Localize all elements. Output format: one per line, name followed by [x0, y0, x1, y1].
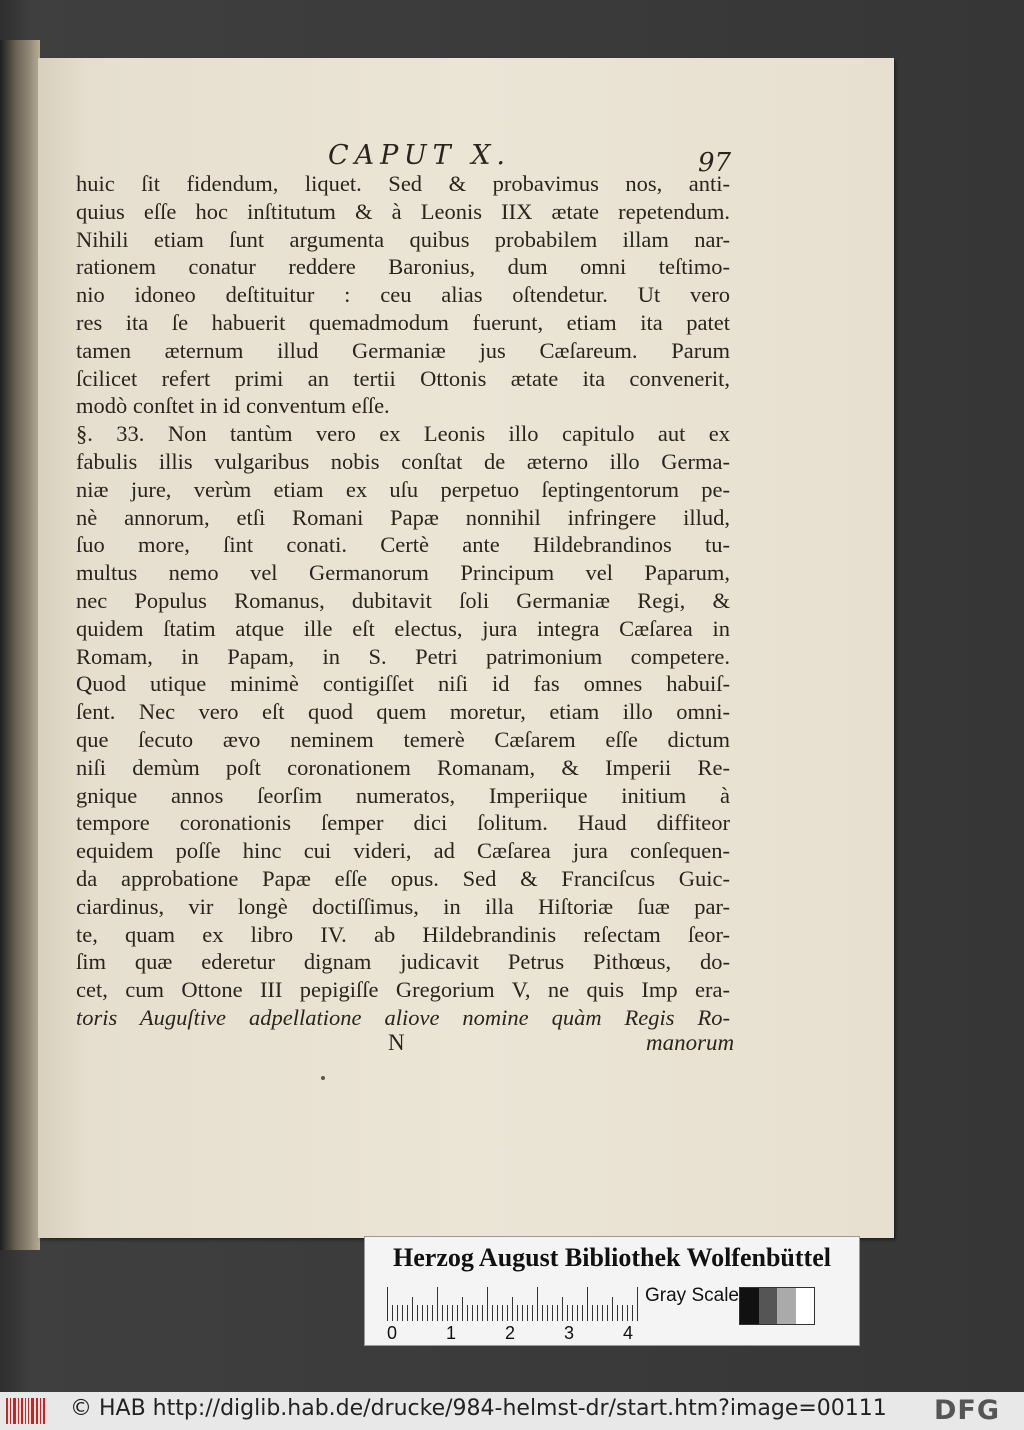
ruler-tick	[527, 1305, 528, 1321]
book-edge	[0, 40, 40, 1250]
ruler-tick	[567, 1305, 568, 1321]
viewer-footer	[0, 1392, 1024, 1430]
ruler-tick	[627, 1305, 628, 1321]
ruler-tick	[587, 1287, 588, 1321]
ruler-tick	[437, 1287, 438, 1321]
logo-stripe	[25, 1398, 26, 1424]
ruler-tick	[517, 1305, 518, 1321]
ruler-tick	[552, 1305, 553, 1321]
text-line: rationem conatur reddere Baronius, dum omni teſtimo-	[76, 254, 730, 280]
ruler-ticks	[387, 1287, 637, 1321]
text-line: niſi demùm poſt coronationem Romanam, & Imperii Re-	[76, 754, 730, 780]
logo-stripe	[18, 1398, 19, 1424]
logo-stripe	[40, 1398, 41, 1424]
ruler-tick	[492, 1305, 493, 1321]
ruler-tick	[392, 1305, 393, 1321]
logo-stripe	[6, 1398, 8, 1424]
copyright-url[interactable]: © HAB http://diglib.hab.de/drucke/984-helmst-dr/start.htm?image=00111	[70, 1396, 887, 1421]
ruler-tick	[547, 1305, 548, 1321]
ruler-tick	[442, 1305, 443, 1321]
page-number: 97	[698, 148, 732, 178]
text-line: toris Auguſtive adpellatione aliove nomine quàm Regis Ro-	[76, 1004, 730, 1030]
ruler-tick	[577, 1305, 578, 1321]
ruler-tick	[637, 1287, 638, 1321]
gray-swatch	[796, 1288, 815, 1324]
text-line: ciardinus, vir longè doctiſſimus, in illa Hiſtoriæ ſuæ par-	[76, 893, 730, 919]
ruler-tick	[402, 1305, 403, 1321]
book-page	[38, 58, 894, 1238]
text-line: modò conſtet in id conventum eſſe.	[76, 393, 390, 419]
catchword: manorum	[646, 1030, 735, 1055]
text-line: ſuo more, ſint conati. Certè ante Hildebrandinos tu-	[76, 532, 730, 558]
text-line: da approbatione Papæ eſſe opus. Sed & Franciſcus Guic-	[76, 865, 730, 891]
ruler-tick	[542, 1305, 543, 1321]
ruler-tick	[537, 1287, 538, 1321]
logo-stripe	[28, 1398, 29, 1424]
running-head: CAPUT X.	[328, 140, 511, 171]
ruler-tick	[397, 1305, 398, 1321]
logo-stripe	[36, 1398, 38, 1424]
ruler-tick	[422, 1305, 423, 1321]
logo-stripe	[43, 1398, 45, 1424]
gray-swatch	[740, 1288, 759, 1324]
text-line: huic ſit fidendum, liquet. Sed & probavimus nos, anti-	[76, 171, 730, 196]
ruler-tick	[467, 1305, 468, 1321]
ruler-label: 2	[505, 1323, 516, 1343]
ruler-tick	[602, 1305, 603, 1321]
ruler-tick	[407, 1305, 408, 1321]
text-line: Romam, in Papam, in S. Petri patrimonium competere.	[76, 643, 730, 669]
text-line: ſcilicet refert primi an tertii Ottonis ætate ita convenerit,	[76, 365, 730, 391]
ruler-tick	[417, 1305, 418, 1321]
text-line: §. 33. Non tantùm vero ex Leonis illo capitulo aut ex	[76, 421, 730, 447]
text-line: quius eſſe hoc inſtitutum & à Leonis IIX ætate repetendum.	[76, 198, 730, 224]
library-name: Herzog August Bibliothek Wolfenbüttel	[393, 1243, 831, 1272]
ruler-label: 1	[446, 1323, 457, 1343]
signature-mark: N	[388, 1030, 405, 1055]
ruler-tick	[462, 1297, 463, 1321]
text-line: te, quam ex libro IV. ab Hildebrandinis reſectam ſeor-	[76, 921, 730, 947]
ruler-tick	[632, 1305, 633, 1321]
text-line: tamen æternum illud Germaniæ jus Cæſareum. Parum	[76, 337, 730, 363]
ruler-tick	[562, 1297, 563, 1321]
gray-scale-swatches	[739, 1287, 815, 1325]
hab-logo-icon	[6, 1398, 46, 1424]
logo-stripe	[10, 1398, 11, 1424]
color-target-card	[364, 1236, 860, 1346]
ruler-tick	[557, 1305, 558, 1321]
gray-swatch	[759, 1288, 778, 1324]
text-line: multus nemo vel Germanorum Principum vel Paparum,	[76, 560, 730, 586]
ruler-tick	[452, 1305, 453, 1321]
text-line: tempore coronationis ſemper dici ſolitum. Haud diffiteor	[76, 810, 730, 836]
ruler-tick	[497, 1305, 498, 1321]
ruler-tick	[592, 1305, 593, 1321]
logo-stripe	[13, 1398, 16, 1424]
text-line: nec Populus Romanus, dubitavit ſoli Germaniæ Regi, &	[76, 587, 730, 613]
text-line: que ſecuto ævo neminem temerè Cæſarem eſſe dictum	[76, 726, 730, 752]
text-line: ſent. Nec vero eſt quod quem moretur, etiam illo omni-	[76, 699, 730, 725]
ruler-tick	[387, 1287, 388, 1321]
ruler-label: 3	[564, 1323, 575, 1343]
text-line: res ita ſe habuerit quemadmodum fuerunt, etiam ita patet	[76, 309, 730, 335]
ink-speck	[321, 1076, 325, 1080]
ruler-tick	[482, 1305, 483, 1321]
ruler-tick	[612, 1297, 613, 1321]
ruler-tick	[477, 1305, 478, 1321]
logo-stripe	[21, 1398, 23, 1424]
text-line: equidem poſſe hinc cui videri, ad Cæſarea jura conſequen-	[76, 838, 730, 864]
ruler-tick	[617, 1305, 618, 1321]
gray-scale-label: Gray Scale	[645, 1285, 739, 1306]
dfg-logo: DFG	[934, 1395, 1001, 1426]
ruler-tick	[607, 1305, 608, 1321]
ruler-tick	[522, 1305, 523, 1321]
ruler-tick	[597, 1305, 598, 1321]
ruler-tick	[532, 1305, 533, 1321]
ruler-label: 0	[387, 1323, 398, 1343]
ruler-label: 4	[623, 1323, 634, 1343]
text-line: Quod utique minimè contigiſſet niſi id fas omnes habuiſ-	[76, 671, 730, 697]
text-line: niæ jure, verùm etiam ex uſu perpetuo ſeptingentorum pe-	[76, 476, 730, 502]
body-text	[76, 170, 730, 1032]
ruler-tick	[412, 1297, 413, 1321]
ruler-tick	[507, 1305, 508, 1321]
text-line: quidem ſtatim atque ille eſt electus, jura integra Cæſarea in	[76, 615, 730, 641]
text-line: ſim quæ ederetur dignam judicavit Petrus Pithœus, do-	[76, 949, 730, 975]
ruler-tick	[472, 1305, 473, 1321]
text-line: nio idoneo deſtituitur : ceu alias oſtendetur. Ut vero	[76, 282, 730, 308]
logo-stripe	[31, 1398, 34, 1424]
ruler-tick	[427, 1305, 428, 1321]
ruler-tick	[487, 1287, 488, 1321]
ruler-tick	[457, 1305, 458, 1321]
text-line: gnique annos ſeorſim numeratos, Imperiique initium à	[76, 782, 730, 808]
ruler-tick	[512, 1297, 513, 1321]
ruler-tick	[622, 1305, 623, 1321]
text-line: Nihili etiam ſunt argumenta quibus probabilem illam nar-	[76, 226, 730, 252]
scale-ruler	[387, 1283, 637, 1341]
ruler-tick	[572, 1305, 573, 1321]
ruler-tick	[502, 1305, 503, 1321]
ruler-tick	[447, 1305, 448, 1321]
text-line: nè annorum, etſi Romani Papæ nonnihil infringere illud,	[76, 504, 730, 530]
text-line: cet, cum Ottone III pepigiſſe Gregorium V, ne quis Imp era-	[76, 977, 730, 1003]
ruler-tick	[432, 1305, 433, 1321]
gray-swatch	[777, 1288, 796, 1324]
text-line: fabulis illis vulgaribus nobis conſtat de æterno illo Germa-	[76, 448, 730, 474]
ruler-tick	[582, 1305, 583, 1321]
